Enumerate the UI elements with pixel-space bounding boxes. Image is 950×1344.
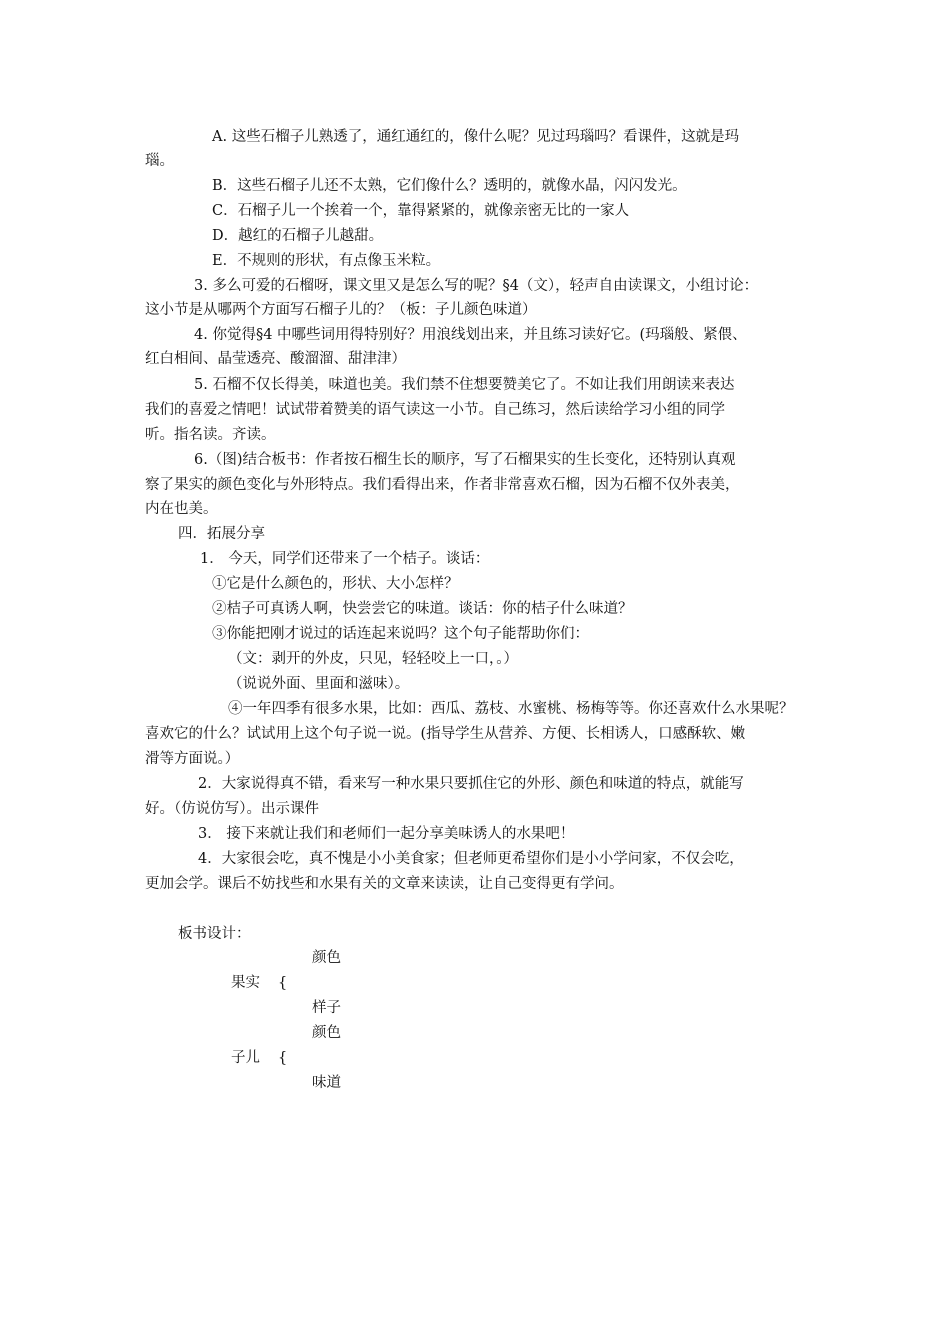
- extend-1-note: （说说外面、里面和滋味）。: [228, 676, 410, 692]
- step-4-line2: 红白相间、晶莹透亮、酸溜溜、甜津津）: [145, 351, 406, 367]
- step-5-line3: 听。指名读。齐读。: [145, 427, 276, 443]
- step-5-line1: 5. 石榴不仅长得美，味道也美。我们禁不住想要赞美它了。不如让我们用朗读来表达: [194, 377, 735, 393]
- extend-2-line1: 2．大家说得真不错，看来写一种水果只要抓住它的外形、颜色和味道的特点，就能写: [198, 776, 744, 792]
- step-6-line2: 察了果实的颜色变化与外形特点。我们看得出来，作者非常喜欢石榴，因为石榴不仅外表美，: [145, 477, 740, 493]
- step-3-line2: 这小节是从哪两个方面写石榴子儿的？（板：子儿颜色味道）: [145, 302, 537, 318]
- board-seed-color: 颜色: [312, 1025, 341, 1041]
- option-d: D．越红的石榴子儿越甜。: [212, 228, 384, 244]
- board-fruit-brace: {: [278, 975, 288, 991]
- option-e: E．不规则的形状，有点像玉米粒。: [212, 253, 441, 269]
- extend-1-q3: ③你能把刚才说过的话连起来说吗？这个句子能帮助你们：: [212, 626, 589, 642]
- extend-3: 3． 接下来就让我们和老师们一起分享美味诱人的水果吧！: [198, 826, 575, 842]
- extend-1-q4-line2: 喜欢它的什么？试试用上这个句子说一说。(指导学生从营养、方便、长相诱人，口感酥软、嫩: [145, 726, 746, 742]
- extend-4-line1: 4．大家很会吃，真不愧是小小美食家；但老师更希望你们是小小学问家，不仅会吃，: [198, 851, 744, 867]
- board-seed-label: 子儿: [231, 1050, 260, 1066]
- extend-1-q2: ②桔子可真诱人啊，快尝尝它的味道。谈话：你的桔子什么味道？: [212, 601, 633, 617]
- option-b: B．这些石榴子儿还不太熟，它们像什么？透明的，就像水晶，闪闪发光。: [212, 178, 687, 194]
- board-heading: 板书设计：: [178, 926, 251, 942]
- step-4-line1: 4. 你觉得§4 中哪些词用得特别好？用浪线划出来，并且练习读好它。(玛瑙般、紧偎、: [194, 327, 747, 343]
- step-5-line2: 我们的喜爱之情吧！试试带着赞美的语气读这一小节。自己练习，然后读给学习小组的同学: [145, 402, 725, 418]
- board-seed-taste: 味道: [312, 1075, 341, 1091]
- extend-1-q1: ①它是什么颜色的，形状、大小怎样？: [212, 576, 459, 592]
- board-fruit-color: 颜色: [312, 950, 341, 966]
- option-c: C．石榴子儿一个挨着一个，靠得紧紧的，就像亲密无比的一家人: [212, 203, 630, 219]
- extend-1: 1． 今天，同学们还带来了一个桔子。谈话：: [200, 551, 490, 567]
- extend-4-line2: 更加会学。课后不妨找些和水果有关的文章来读读，让自己变得更有学问。: [145, 876, 624, 892]
- board-fruit-label: 果实: [231, 975, 260, 991]
- extend-2-line2: 好。（仿说仿写）。出示课件: [145, 801, 319, 817]
- extend-1-q4-line3: 滑等方面说。）: [145, 751, 240, 767]
- step-3-line1: 3. 多么可爱的石榴呀，课文里又是怎么写的呢？§4（文），轻声自由读课文，小组讨论：: [194, 278, 759, 294]
- step-6-line1: 6.（图)结合板书：作者按石榴生长的顺序，写了石榴果实的生长变化，还特别认真观: [194, 452, 736, 468]
- board-fruit-shape: 样子: [312, 1000, 341, 1016]
- option-a-line1: A. 这些石榴子儿熟透了，通红通红的，像什么呢？见过玛瑙吗？看课件，这就是玛: [212, 129, 740, 145]
- extend-1-q4-line1: ④一年四季有很多水果，比如：西瓜、荔枝、水蜜桃、杨梅等等。你还喜欢什么水果呢？: [228, 701, 794, 717]
- board-seed-brace: {: [278, 1050, 288, 1066]
- step-6-line3: 内在也美。: [145, 501, 218, 517]
- option-a-line2: 瑙。: [145, 153, 174, 169]
- section-4-heading: 四．拓展分享: [178, 526, 265, 542]
- extend-1-sentence: （文：剥开的外皮，只见，轻轻咬上一口，。）: [228, 651, 518, 667]
